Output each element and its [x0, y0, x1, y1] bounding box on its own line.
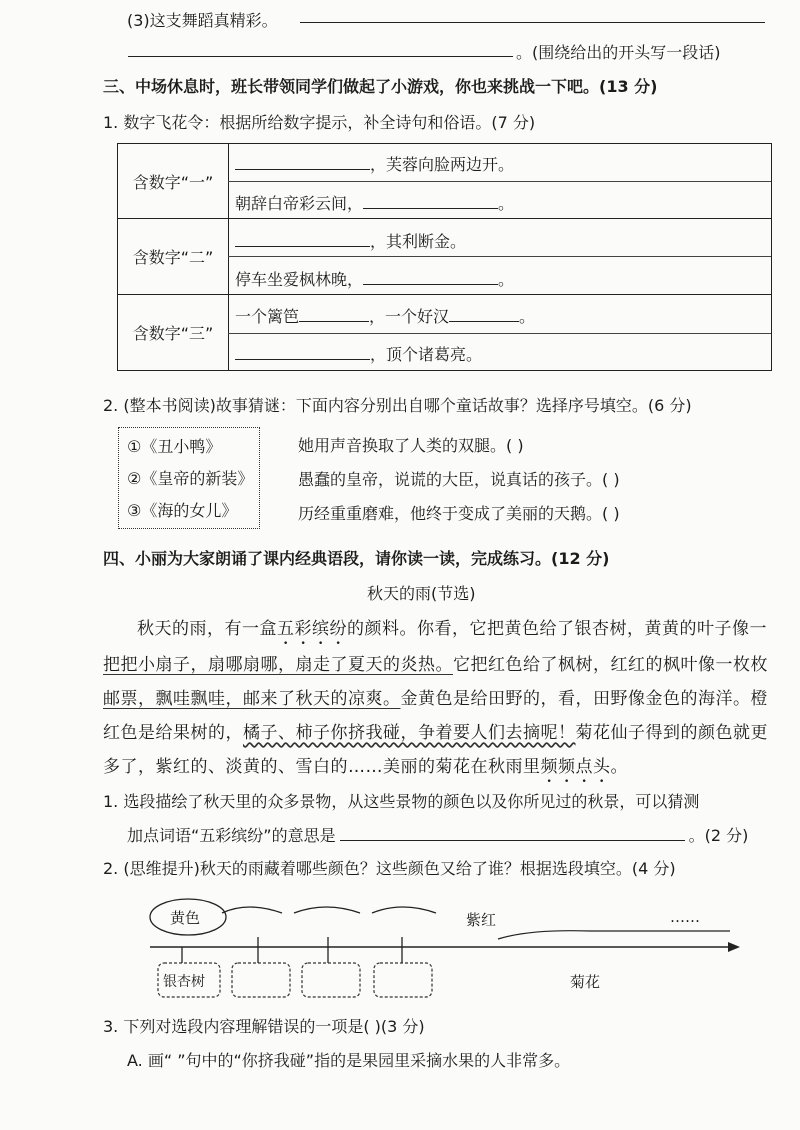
passage-title: 秋天的雨(节选) [367, 584, 476, 603]
table-row: 朝辞白帝彩云间， 。 [235, 194, 515, 213]
section4-title: 四、小丽为大家朗诵了课内经典语段，请你读一读，完成练习。(12 分) [103, 549, 610, 568]
option-a[interactable]: A. 画“ ”句中的“你挤我碰”指的是果园里采摘水果的人非常多。 [127, 1051, 571, 1070]
sub-q3-title: 3. 下列对选段内容理解错误的一项是( )(3 分) [103, 1017, 425, 1036]
number-poem-table [117, 143, 772, 371]
category-three: 含数字“三” [132, 324, 214, 343]
color-bubble[interactable] [222, 907, 282, 913]
sub-q1-line2: 加点词语“五彩缤纷”的意思是 。(2 分) [127, 826, 749, 845]
thing-box[interactable] [374, 963, 432, 997]
answer-blank[interactable] [449, 307, 519, 322]
table-row: 一个篱笆 ，一个好汉 。 [235, 307, 536, 326]
underlined-sentence: 把把小扇子，扇哪扇哪，扇走了夏天的炎热。 [103, 655, 453, 675]
arrow-head-icon [728, 942, 740, 952]
table-row: ，其利断金。 [235, 229, 466, 252]
thing-label: 银杏树 [163, 974, 205, 990]
sub-q1-line1: 1. 选段描绘了秋天里的众多景物，从这些景物的颜色以及你所见过的秋景，可以猜测 [103, 792, 700, 811]
answer-blank[interactable] [235, 155, 370, 170]
story-option: ②《皇帝的新装》 [127, 469, 254, 488]
answer-blank[interactable] [235, 345, 370, 360]
dotted-phrase: 频频点头 [540, 757, 611, 777]
passage-line: 邮票，飘哇飘哇，邮来了秋天的凉爽。金黄色是给田野的，看，田野像金色的海洋。橙 [103, 689, 768, 709]
passage-line: 秋天的雨，有一盒五彩缤纷的颜料。你看，它把黄色给了银杏树，黄黄的叶子像一 [137, 619, 767, 639]
story-option: ①《丑小鸭》 [127, 437, 222, 456]
thing-label: 菊花 [570, 973, 601, 991]
color-bubble[interactable] [372, 907, 436, 913]
color-bubble[interactable] [294, 907, 360, 913]
answer-line[interactable] [128, 56, 513, 57]
table-row: 停车坐爱枫林晚， 。 [235, 270, 515, 289]
answer-blank[interactable] [363, 194, 498, 209]
category-one: 含数字“一” [132, 173, 214, 192]
wavy-sentence: 橘子、柿子你挤我碰，争着要人们去摘呢！ [243, 723, 576, 743]
answer-line[interactable] [300, 22, 765, 23]
passage-line: 多了，紫红的、淡黄的、雪白的……美丽的菊花在秋雨里频频点头。 [103, 757, 628, 777]
sub-q2-title: 2. (思维提升)秋天的雨藏着哪些颜色？这些颜色又给了谁？根据选段填空。(4 分) [103, 859, 676, 878]
dotted-phrase: 五彩缤纷 [277, 619, 347, 639]
ellipsis-label: …… [670, 908, 700, 926]
underlined-sentence: 邮票，飘哇飘哇，邮来了秋天的凉爽。 [103, 689, 401, 709]
clue[interactable]: 愚蠢的皇帝，说谎的大臣，说真话的孩子。( ) [298, 470, 620, 489]
passage-line: 把把小扇子，扇哪扇哪，扇走了夏天的炎热。它把红色给了枫树，红红的枫叶像一枚枚 [103, 655, 768, 675]
q2-title: 2. (整本书阅读)故事猜谜：下面内容分别出自哪个童话故事？选择序号填空。(6 分) [103, 396, 692, 415]
clue[interactable]: 她用声音换取了人类的双腿。( ) [298, 436, 524, 455]
section3-title: 三、中场休息时，班长带领同学们做起了小游戏，你也来挑战一下吧。(13 分) [103, 77, 658, 96]
thing-box[interactable] [232, 963, 290, 997]
category-two: 含数字“二” [132, 248, 214, 267]
answer-blank[interactable] [235, 232, 370, 247]
story-option: ③《海的女儿》 [127, 501, 238, 520]
color-bubble [498, 931, 730, 939]
color-label: 黄色 [170, 909, 201, 927]
q3-hint: 。(围绕给出的开头写一段话) [516, 43, 721, 62]
answer-blank[interactable] [299, 307, 369, 322]
clue[interactable]: 历经重重磨难，他终于变成了美丽的天鹅。( ) [298, 504, 620, 523]
color-label: 紫红 [466, 911, 497, 929]
color-diagram [130, 895, 760, 1005]
answer-blank[interactable] [340, 826, 685, 841]
table-row: ，芙蓉向脸两边开。 [235, 152, 514, 175]
thing-box[interactable] [302, 963, 360, 997]
answer-blank[interactable] [363, 270, 498, 285]
table-row: ，顶个诸葛亮。 [235, 342, 482, 365]
q3-item: (3)这支舞蹈真精彩。 [127, 11, 278, 30]
passage-line: 红色是给果树的，橘子、柿子你挤我碰，争着要人们去摘呢！菊花仙子得到的颜色就更 [103, 723, 768, 743]
q1-title: 1. 数字飞花令：根据所给数字提示，补全诗句和俗语。(7 分) [103, 113, 536, 132]
story-options-box [118, 427, 260, 529]
